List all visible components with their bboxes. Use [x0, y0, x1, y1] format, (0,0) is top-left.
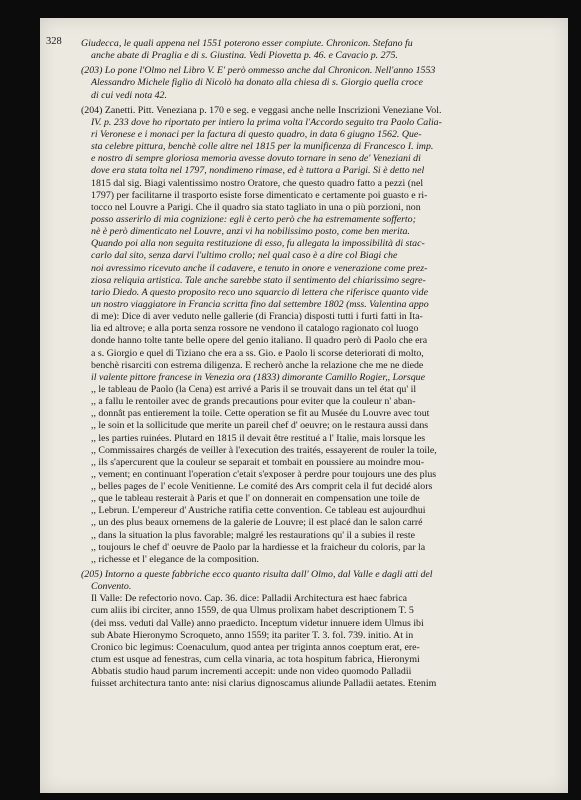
text-line: ,, dans la situation la plus favorable; malgré les restaurations qu' il a subies il reste: [91, 529, 416, 541]
text-line: carlo dal sito, senza darvi l'ultimo crollo; nel qual caso è a dire col Biagi che: [91, 250, 398, 262]
text-line: 1815 dal sig. Biagi valentissimo nostro Oratore, che questo quadro fatto a pezzi (nel: [91, 177, 424, 189]
text-line: dove era stata tolta nel 1797, nondimeno rimase, ed è tuttora a Parigi. Si è detto nel: [91, 165, 425, 177]
text-line: donde hanno tolte tante belle opere del genio italiano. Il quadro però di Paolo che era: [91, 335, 428, 347]
page-number: 328: [46, 36, 62, 47]
text-line: ziosa reliquia artistica. Tale anche sarebbe stato il sentimento del chiarissimo segre-: [91, 274, 426, 286]
text-line: e nostro di sempre gloriosa memoria avesse dovuto tornare in seno de' Veneziani di: [91, 153, 421, 165]
text-line: ,, les parties ruinées. Plutard en 1815 il devait être restitué a l' Italie, mais lorsque les: [91, 432, 426, 444]
text-line: tocco nel Louvre a Parigi. Che il quadro sia stato tagliato in una o più porzioni, non: [91, 201, 421, 213]
text-line: di cui vedi nota 42.: [91, 89, 167, 101]
text-line: il valente pittore francese in Venezia ora (1833) dimorante Camillo Rogier,, Lorsque: [91, 371, 425, 383]
text-line: lia ed altrove; e alla porta senza rossore ne vendono il catalogo ragionato col luogo: [91, 323, 419, 335]
text-line: ,, Commissaires chargés de veiller à l'execution des traités, essayerent de rouler la toile,: [91, 444, 437, 456]
text-line: ,, donnât pas entierement la toile. Cette operation se fit au Musée du Louvre avec tout: [91, 408, 430, 420]
text-line: Abbatis studio haud parum incrementi accepit: unde non video quomodo Palladii: [91, 666, 412, 678]
text-line: ,, Lebrun. L'empereur d' Austriche ratifia cette convention. Ce tableau est aujourdhui: [91, 505, 426, 517]
text-line: ,, a fallu le rentoiler avec de grands precautions pour eviter que la couleur n' aban-: [91, 396, 416, 408]
text-line: ,, vement; en continuant l'operation c'etait s'exposer à perdre pour toujours une des plus: [91, 468, 437, 480]
text-line: di me): Dice di aver veduto nelle gallerie (di Francia) disposti tutti i furti fatti in Ita-: [91, 311, 423, 323]
text-line: benchè risarciti con estrema diligenza. E recherò anche la relazione che me ne diede: [91, 359, 424, 371]
text-line: nè è però dimenticato nel Louvre, anzi vi ha nobilissimo posto, come ben merita.: [91, 226, 410, 238]
text-line: posso asserirlo di mia cognizione: egli è certo però che ha estremamente sofferto;: [91, 213, 416, 225]
text-line: ,, toujours le chef d' oeuvre de Paolo par la hardiesse et la fraicheur du coloris, par la: [91, 541, 426, 553]
text-line: ,, belles pages de l' ecole Venitienne. Le comité des Ars comprit cela il fut decidé alors: [91, 481, 433, 493]
text-line: fuisset architectura tanto ante: nisi clarius dignoscamus aliunde Palladii aetates. Etenim: [91, 678, 437, 690]
footnotes-text: [81, 38, 555, 690]
text-line: ,, que le tableau resterait à Paris et que l' on donnerait en compensation une toile de: [91, 493, 420, 505]
text-line: anche abate di Praglia e di s. Giustina. Vedi Piovetta p. 46. e Cavacio p. 275.: [91, 50, 398, 62]
text-line: Cronico bic legimus: Coenaculum, quod antea per triginta annos coeptum erat, ere-: [91, 641, 420, 653]
text-line: noi avressimo ricevuto anche il cadavere, e tenuto in onore e venerazione come prez-: [91, 262, 428, 274]
text-line: tario Diedo. A questo proposito reco uno squarcio di lettera che riferisce quanto vide: [91, 286, 428, 298]
text-line: ri Veronese e i monaci per la factura di questo quadro, in data 6 giugno 1562. Que-: [91, 128, 422, 140]
text-line: Giudecca, le quali appena nel 1551 poterono esser compiute. Chronicon. Stefano fu: [81, 38, 413, 49]
text-line: un nostro viaggiatore in Francia scritta fino dal settembre 1802 (mss. Valentina appo: [91, 298, 429, 310]
text-line: ,, le tableau de Paolo (la Cena) est arrivé a Paris il se trouvait dans un tel état qu' il: [91, 383, 417, 395]
text-line: sub Abate Hieronymo Scroqueto, anno 1559; ita pariter T. 3. fol. 739. initio. At in: [91, 629, 414, 641]
text-line: ,, un des plus beaux ornemens de la galerie de Louvre; il est placé dan le salon carré: [91, 517, 423, 529]
text-line: IV. p. 233 dove ho riportato per intiero la prima volta l'Accordo seguito tra Paolo Calia-: [91, 116, 442, 128]
text-line: ,, le soin et la sollicitude que merite un pareil chef d' oeuvre; on le restaura aussi dans: [91, 420, 429, 432]
text-line: Convento.: [91, 581, 132, 593]
text-line: cum aliis ibi circiter, anno 1559, de qua Ulmus prolixam habet descriptionem T. 5: [91, 605, 414, 617]
text-line: ctum est usque ad fenestras, cum cella vinaria, ac tota hospitum fabrica, Hieronymi: [91, 654, 420, 666]
text-line: (dei mss. veduti dal Valle) anno praedicto. Inceptum videtur innuere idem Ulmus ibi: [91, 617, 424, 629]
text-line: Quando poi alla non seguita restituzione di esso, fu allegata la impossibilità di stac-: [91, 238, 425, 250]
text-line: Il Valle: De refectorio novo. Cap. 36. dice: Palladii Architectura est haec fabrica: [91, 593, 407, 605]
text-line: ,, richesse et l' elegance de la composition.: [91, 553, 259, 565]
text-line: 1797) per facilitarne il trasporto esiste forse dimenticato e certamente poi guasto e ri-: [91, 189, 428, 201]
text-line: Alessandro Michele figlio di Nicolò ha donato alla chiesa di s. Giorgio quella croce: [91, 77, 423, 89]
text-line: (205) Intorno a queste fabbriche ecco quanto risulta dall' Olmo, dal Valle e dagli atti del: [81, 569, 433, 581]
text-line: a s. Giorgio e quel di Tiziano che era a ss. Gio. e Paolo li scorse deteriorati di molto,: [91, 347, 424, 359]
text-line: sta celebre pittura, benchè colle altre nel 1815 per la munificenza di Francesco I. imp.: [91, 141, 434, 153]
text-line: (204) Zanetti. Pitt. Veneziana p. 170 e seg. e veggasi anche nelle Inscrizioni Veneziane Vol.: [81, 104, 442, 116]
text-line: (203) Lo pone l'Olmo nel Libro V. E' però ommesso anche dal Chronicon. Nell'anno 1553: [81, 65, 436, 77]
text-line: ,, ils s'apercurent que la couleur se separait et tombait en poussiere au moindre mou-: [91, 456, 425, 468]
